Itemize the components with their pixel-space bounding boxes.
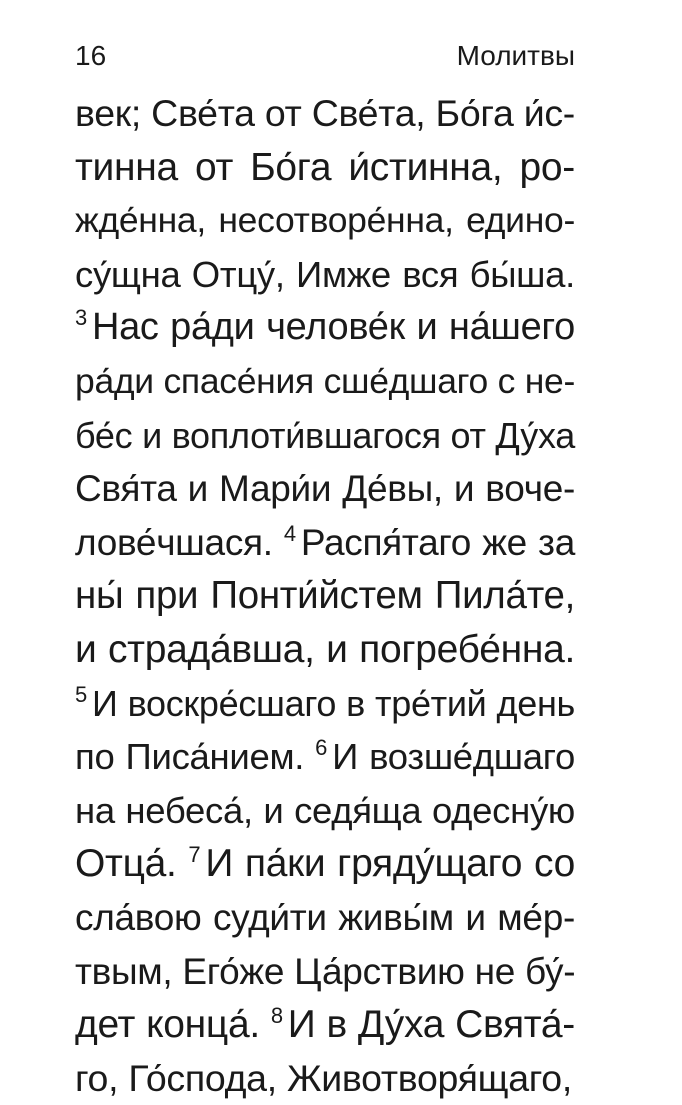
line-text: И воскре́сшаго в тре́тий день — [91, 682, 575, 724]
line-text: сла́вою суди́ти живы́м и ме́р- — [75, 896, 575, 938]
verse-number: 4 — [283, 520, 296, 546]
line-text: дет конца́. — [75, 1003, 271, 1047]
text-line — [75, 87, 575, 141]
running-header — [75, 36, 575, 76]
line-text: лове́чшася. — [75, 521, 284, 563]
text-line — [75, 409, 575, 463]
text-line — [75, 837, 575, 891]
line-text: жде́нна, несотворе́нна, едино- — [75, 200, 575, 241]
prayer-text — [75, 87, 575, 1105]
text-line — [75, 462, 575, 516]
text-line — [75, 141, 575, 195]
line-text: Распя́таго же за — [300, 521, 575, 563]
line-text: бе́с и воплоти́вшагося от Ду́ха — [75, 414, 575, 456]
line-text: век; Све́та от Све́та, Бо́га и́с- — [75, 92, 575, 134]
text-line — [75, 677, 575, 731]
line-text: твым, Его́же Ца́рствию не бу́- — [75, 950, 576, 992]
line-text: го, Го́спода, Животворя́щаго, — [75, 1056, 572, 1099]
text-line — [75, 945, 575, 999]
page-number: 16 — [75, 40, 107, 71]
text-line — [75, 784, 575, 838]
text-line — [75, 730, 575, 784]
text-line — [75, 301, 575, 355]
line-text: тинна от Бо́га и́стинна, ро- — [75, 145, 575, 189]
verse-number: 5 — [75, 681, 87, 707]
text-line — [75, 355, 575, 409]
text-line — [75, 891, 575, 945]
line-text: И в Ду́ха Свята́- — [287, 1003, 575, 1047]
text-line — [75, 516, 575, 570]
line-text: на небеса́, и седя́ща одесну́ю — [75, 789, 575, 831]
line-text: ра́ди спасе́ния сше́дшаго с не- — [75, 360, 575, 401]
text-line — [75, 1052, 575, 1105]
line-text: Нас ра́ди челове́к и на́шего — [91, 306, 575, 349]
text-line — [75, 623, 575, 677]
text-line — [75, 569, 575, 623]
text-line — [75, 248, 575, 302]
verse-number: 7 — [188, 842, 201, 868]
line-text: по Писа́нием. — [75, 736, 316, 778]
line-text: Свя́та и Мари́и Де́вы, и воче- — [75, 468, 575, 510]
line-text: И возше́дшаго — [332, 736, 575, 778]
verse-number: 6 — [315, 735, 328, 761]
text-line — [75, 194, 575, 248]
line-text: Отца́. — [75, 842, 189, 886]
line-text: ны́ при Понти́йстем Пила́те, — [75, 574, 575, 618]
verse-number: 8 — [270, 1003, 283, 1029]
line-text: су́щна Отцу́, Имже вся бы́ша. — [75, 253, 575, 295]
line-text: И па́ки гряду́щаго со — [205, 842, 575, 886]
section-title: Молитвы — [456, 40, 575, 71]
line-text: и страда́вша, и погребе́нна. — [75, 627, 575, 671]
text-line — [75, 998, 575, 1052]
verse-number: 3 — [75, 305, 87, 331]
